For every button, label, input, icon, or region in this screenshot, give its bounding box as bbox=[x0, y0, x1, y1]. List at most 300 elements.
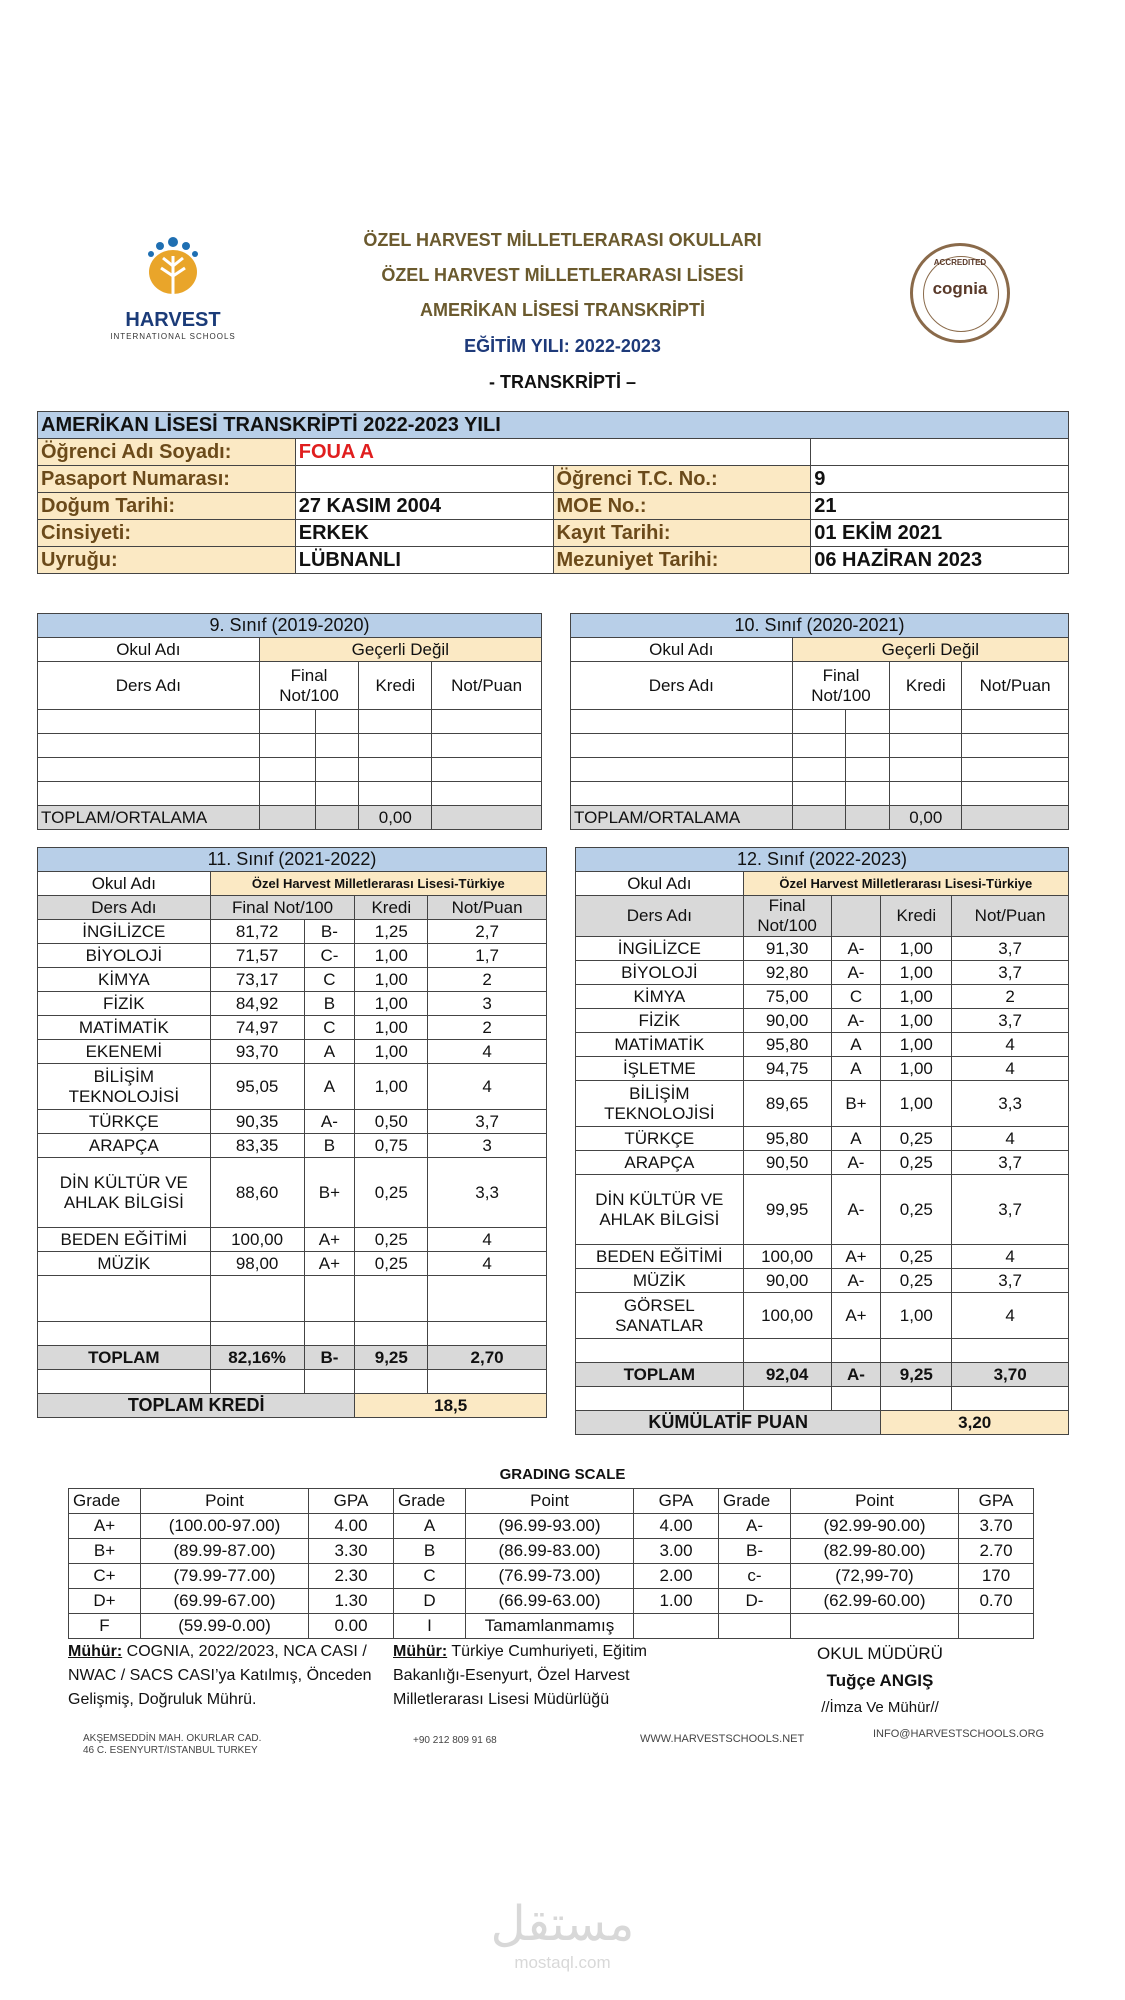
scale-gpa bbox=[634, 1614, 719, 1639]
seal-top-text: ACCREDITED bbox=[933, 258, 987, 267]
credit: 1,00 bbox=[355, 944, 428, 968]
course-row bbox=[576, 1175, 1069, 1245]
tc-value: 9 bbox=[811, 466, 1069, 493]
moe-value: 21 bbox=[811, 493, 1069, 520]
credit: 0,25 bbox=[355, 1228, 428, 1252]
scale-grade: D bbox=[394, 1589, 466, 1614]
grade-point: 2,7 bbox=[428, 920, 547, 944]
final-score: 90,50 bbox=[743, 1151, 831, 1175]
summary-label: TOPLAM KREDİ bbox=[38, 1394, 355, 1418]
blank-cell bbox=[304, 1276, 355, 1322]
credit: 1,00 bbox=[881, 985, 952, 1009]
birth-value: 27 KASIM 2004 bbox=[295, 493, 553, 520]
credit: 0,25 bbox=[881, 1245, 952, 1269]
course-row bbox=[576, 1151, 1069, 1175]
grade-label: Not/Puan bbox=[428, 896, 547, 920]
moe-label: MOE No.: bbox=[553, 493, 811, 520]
course-row bbox=[38, 1134, 547, 1158]
scale-gpa: 3.30 bbox=[309, 1539, 394, 1564]
letter-grade: C bbox=[831, 985, 881, 1009]
scale-point: (89.99-87.00) bbox=[141, 1539, 309, 1564]
grade-point: 3,7 bbox=[428, 1110, 547, 1134]
blank-cell bbox=[428, 1322, 547, 1346]
grade-point: 4 bbox=[952, 1033, 1069, 1057]
final-score: 100,00 bbox=[743, 1245, 831, 1269]
course-name: BEDEN EĞİTİMİ bbox=[576, 1245, 744, 1269]
letter-grade: A- bbox=[831, 937, 881, 961]
course-row bbox=[576, 1245, 1069, 1269]
credit: 1,00 bbox=[881, 1057, 952, 1081]
grade-point: 1,7 bbox=[428, 944, 547, 968]
grading-scale-title: GRADING SCALE bbox=[499, 1466, 626, 1483]
credit: 1,00 bbox=[355, 992, 428, 1016]
principal-name: Tuğçe ANGIŞ bbox=[826, 1671, 934, 1690]
grade-point: 2 bbox=[428, 968, 547, 992]
grade-label: Not/Puan bbox=[962, 662, 1069, 710]
letter-grade: C bbox=[304, 1016, 355, 1040]
scale-grade: A- bbox=[719, 1514, 791, 1539]
scale-gpa: 1.00 bbox=[634, 1589, 719, 1614]
final-score: 90,00 bbox=[743, 1269, 831, 1293]
address-line2: 46 C. ESENYURT/ISTANBUL TURKEY bbox=[83, 1745, 258, 1756]
course-row bbox=[38, 920, 547, 944]
scale-point: (59.99-0.00) bbox=[141, 1614, 309, 1639]
empty-cell bbox=[811, 439, 1069, 466]
total-label: TOPLAM bbox=[38, 1346, 211, 1370]
course-row bbox=[576, 937, 1069, 961]
course-name: KİMYA bbox=[576, 985, 744, 1009]
course-row bbox=[38, 1252, 547, 1276]
course-name: DİN KÜLTÜR VE AHLAK BİLGİSİ bbox=[38, 1158, 211, 1228]
total-label: TOPLAM bbox=[576, 1363, 744, 1387]
grade-point: 3 bbox=[428, 992, 547, 1016]
scale-grade-header: Grade bbox=[394, 1489, 466, 1514]
course-label: Ders Adı bbox=[576, 896, 744, 937]
grade-point: 3,7 bbox=[952, 1269, 1069, 1293]
course-row bbox=[576, 1127, 1069, 1151]
final-score: 83,35 bbox=[210, 1134, 304, 1158]
registration-value: 01 EKİM 2021 bbox=[811, 520, 1069, 547]
total-avg-label: TOPLAM/ORTALAMA bbox=[38, 806, 260, 830]
credit: 1,25 bbox=[355, 920, 428, 944]
blank-row bbox=[38, 1322, 547, 1346]
scale-row bbox=[69, 1514, 1034, 1539]
grade-point: 4 bbox=[952, 1293, 1069, 1339]
gender-label: Cinsiyeti: bbox=[38, 520, 296, 547]
blank-cell bbox=[831, 1387, 881, 1411]
credit: 1,00 bbox=[355, 968, 428, 992]
grade-label: Not/Puan bbox=[952, 896, 1069, 937]
spacer-row bbox=[38, 1370, 547, 1394]
grade-point: 4 bbox=[428, 1252, 547, 1276]
scale-grade: D- bbox=[719, 1589, 791, 1614]
course-name: TÜRKÇE bbox=[576, 1127, 744, 1151]
blank-cell bbox=[952, 1387, 1069, 1411]
blank-row bbox=[576, 1339, 1069, 1363]
blank-cell bbox=[38, 1370, 211, 1394]
scale-row bbox=[69, 1614, 1034, 1639]
letter-grade: A bbox=[304, 1064, 355, 1110]
summary-row bbox=[576, 1411, 1069, 1435]
scale-point: (79.99-77.00) bbox=[141, 1564, 309, 1589]
registration-label: Kayıt Tarihi: bbox=[553, 520, 811, 547]
total-avg-label: TOPLAM/ORTALAMA bbox=[571, 806, 793, 830]
watermark-arabic: مستقل bbox=[490, 1896, 635, 1952]
course-name: ARAPÇA bbox=[38, 1134, 211, 1158]
total-credit: 9,25 bbox=[355, 1346, 428, 1370]
course-row bbox=[38, 1228, 547, 1252]
grade-point: 4 bbox=[428, 1064, 547, 1110]
letter-grade: A- bbox=[831, 1151, 881, 1175]
course-name: TÜRKÇE bbox=[38, 1110, 211, 1134]
student-name-label: Öğrenci Adı Soyadı: bbox=[38, 439, 296, 466]
seal2-note bbox=[393, 1640, 693, 1712]
blank-cell bbox=[576, 1387, 744, 1411]
scale-point: (86.99-83.00) bbox=[466, 1539, 634, 1564]
grade-point: 3,7 bbox=[952, 1151, 1069, 1175]
scale-grade: F bbox=[69, 1614, 141, 1639]
scale-grade-header: Grade bbox=[719, 1489, 791, 1514]
letter-grade: B+ bbox=[831, 1081, 881, 1127]
logo-name: HARVEST bbox=[125, 309, 221, 331]
letter-grade: A+ bbox=[304, 1252, 355, 1276]
course-name: DİN KÜLTÜR VE AHLAK BİLGİSİ bbox=[576, 1175, 744, 1245]
scale-gpa: 0.70 bbox=[959, 1589, 1034, 1614]
academic-year-value: 2022-2023 bbox=[574, 336, 661, 356]
summary-value: 3,20 bbox=[881, 1411, 1069, 1435]
course-row bbox=[576, 1009, 1069, 1033]
scale-grade: I bbox=[394, 1614, 466, 1639]
course-row bbox=[576, 1057, 1069, 1081]
student-name-value: FOUA A bbox=[295, 439, 811, 466]
letter-grade: A- bbox=[831, 1269, 881, 1293]
grade9-school-value: Geçerli Değil bbox=[259, 638, 541, 662]
school-name: ÖZEL HARVEST MİLLETLERARASI LİSESİ bbox=[381, 265, 744, 285]
transcript-subtitle: - TRANSKRİPTİ – bbox=[488, 372, 636, 392]
grade12-title: 12. Sınıf (2022-2023) bbox=[576, 848, 1069, 872]
grade-label: Not/Puan bbox=[432, 662, 542, 710]
letter-grade: B bbox=[304, 992, 355, 1016]
final-label: Final Not/100 bbox=[743, 896, 831, 937]
final-label: Final Not/100 bbox=[210, 896, 355, 920]
letter-grade: A+ bbox=[304, 1228, 355, 1252]
total-row bbox=[576, 1363, 1069, 1387]
scale-grade: A+ bbox=[69, 1514, 141, 1539]
blank-cell bbox=[881, 1339, 952, 1363]
scale-point bbox=[791, 1614, 959, 1639]
grade10-table bbox=[570, 613, 1069, 830]
credit: 1,00 bbox=[881, 1033, 952, 1057]
credit: 0,25 bbox=[881, 1175, 952, 1245]
final-label: Final Not/100 bbox=[259, 662, 359, 710]
grade-point: 3,7 bbox=[952, 937, 1069, 961]
student-info-table bbox=[37, 411, 1069, 574]
course-name: BİYOLOJİ bbox=[576, 961, 744, 985]
scale-grade: B+ bbox=[69, 1539, 141, 1564]
credit-label: Kredi bbox=[355, 896, 428, 920]
school-group-name: ÖZEL HARVEST MİLLETLERARASI OKULLARI bbox=[363, 230, 762, 250]
course-row bbox=[576, 985, 1069, 1009]
blank-cell bbox=[210, 1276, 304, 1322]
blank-cell bbox=[576, 1339, 744, 1363]
total-letter: A- bbox=[831, 1363, 881, 1387]
scale-grade: B bbox=[394, 1539, 466, 1564]
school-label: Okul Adı bbox=[576, 872, 744, 896]
scale-point: (82.99-80.00) bbox=[791, 1539, 959, 1564]
grade-point: 2 bbox=[428, 1016, 547, 1040]
letter-grade: A- bbox=[831, 1009, 881, 1033]
scale-gpa: 4.00 bbox=[309, 1514, 394, 1539]
letter-grade: B bbox=[304, 1134, 355, 1158]
scale-point: (69.99-67.00) bbox=[141, 1589, 309, 1614]
course-row bbox=[38, 968, 547, 992]
final-score: 92,80 bbox=[743, 961, 831, 985]
scale-gpa: 170 bbox=[959, 1564, 1034, 1589]
seal1-text: COGNIA, 2022/2023, NCA CASI / NWAC / SACS CASI’ya Katılmış, Önceden Gelişmiş, Doğruluk Mührü. bbox=[68, 1643, 372, 1708]
course-row bbox=[38, 944, 547, 968]
final-score: 95,05 bbox=[210, 1064, 304, 1110]
credit: 1,00 bbox=[881, 937, 952, 961]
address-line1: AKŞEMSEDDİN MAH. OKURLAR CAD. bbox=[83, 1733, 262, 1744]
blank-row bbox=[38, 1276, 547, 1322]
course-row bbox=[576, 1081, 1069, 1127]
credit-label: Kredi bbox=[890, 662, 962, 710]
scale-row bbox=[69, 1589, 1034, 1614]
course-name: FİZİK bbox=[576, 1009, 744, 1033]
credit: 0,25 bbox=[881, 1269, 952, 1293]
scale-gpa: 4.00 bbox=[634, 1514, 719, 1539]
blank-cell bbox=[210, 1370, 304, 1394]
course-row bbox=[38, 1158, 547, 1228]
grade12-school-value: Özel Harvest Milletlerarası Lisesi-Türkiye bbox=[743, 872, 1068, 896]
graduation-value: 06 HAZİRAN 2023 bbox=[811, 547, 1069, 574]
scale-row bbox=[69, 1539, 1034, 1564]
blank-cell bbox=[38, 1322, 211, 1346]
letter-grade: C bbox=[304, 968, 355, 992]
total-final: 82,16% bbox=[210, 1346, 304, 1370]
seal2-label: Mühür: bbox=[393, 1643, 448, 1660]
grade-point: 4 bbox=[952, 1127, 1069, 1151]
scale-point: (96.99-93.00) bbox=[466, 1514, 634, 1539]
course-name: ARAPÇA bbox=[576, 1151, 744, 1175]
course-name: İŞLETME bbox=[576, 1057, 744, 1081]
summary-label: KÜMÜLATİF PUAN bbox=[576, 1411, 881, 1435]
course-name: MÜZİK bbox=[576, 1269, 744, 1293]
grade11-table bbox=[37, 847, 547, 1418]
final-score: 98,00 bbox=[210, 1252, 304, 1276]
credit: 0,25 bbox=[355, 1252, 428, 1276]
grade11-title: 11. Sınıf (2021-2022) bbox=[38, 848, 547, 872]
scale-grade: C+ bbox=[69, 1564, 141, 1589]
credit: 1,00 bbox=[881, 1081, 952, 1127]
credit-label: Kredi bbox=[359, 662, 432, 710]
course-row bbox=[38, 992, 547, 1016]
letter-grade: A- bbox=[304, 1110, 355, 1134]
total-letter: B- bbox=[304, 1346, 355, 1370]
scale-gpa: 2.00 bbox=[634, 1564, 719, 1589]
grade10-title: 10. Sınıf (2020-2021) bbox=[571, 614, 1069, 638]
scale-grade: c- bbox=[719, 1564, 791, 1589]
course-name: GÖRSEL SANATLAR bbox=[576, 1293, 744, 1339]
letter-grade: A bbox=[831, 1127, 881, 1151]
letter-grade: A bbox=[831, 1033, 881, 1057]
course-label: Ders Adı bbox=[571, 662, 793, 710]
scale-grade: C bbox=[394, 1564, 466, 1589]
final-score: 89,65 bbox=[743, 1081, 831, 1127]
course-row bbox=[576, 1033, 1069, 1057]
tc-label: Öğrenci T.C. No.: bbox=[553, 466, 811, 493]
scale-grade: D+ bbox=[69, 1589, 141, 1614]
scale-gpa: 3.00 bbox=[634, 1539, 719, 1564]
principal-signature: //İmza Ve Mühür// bbox=[821, 1699, 939, 1716]
email-link[interactable]: INFO@HARVESTSCHOOLS.ORG bbox=[873, 1728, 1045, 1740]
letter-grade: B+ bbox=[304, 1158, 355, 1228]
nationality-label: Uyruğu: bbox=[38, 547, 296, 574]
final-score: 100,00 bbox=[210, 1228, 304, 1252]
credit: 1,00 bbox=[881, 1009, 952, 1033]
transcript-type: AMERİKAN LİSESİ TRANSKRİPTİ bbox=[419, 300, 705, 320]
academic-year-label: EĞİTİM YILI: bbox=[464, 336, 570, 356]
final-score: 100,00 bbox=[743, 1293, 831, 1339]
scale-point: Tamamlanmamış bbox=[466, 1614, 634, 1639]
letter-grade: A bbox=[831, 1057, 881, 1081]
blank-cell bbox=[355, 1370, 428, 1394]
blank-cell bbox=[355, 1322, 428, 1346]
course-row bbox=[38, 1110, 547, 1134]
grade-point: 3 bbox=[428, 1134, 547, 1158]
course-name: BİLİŞİM TEKNOLOJİSİ bbox=[38, 1064, 211, 1110]
scale-point: (66.99-63.00) bbox=[466, 1589, 634, 1614]
summary-value: 18,5 bbox=[355, 1394, 547, 1418]
birth-label: Doğum Tarihi: bbox=[38, 493, 296, 520]
grade-point: 4 bbox=[428, 1040, 547, 1064]
final-score: 99,95 bbox=[743, 1175, 831, 1245]
grade9-table bbox=[37, 613, 542, 830]
blank-cell bbox=[355, 1276, 428, 1322]
info-title: AMERİKAN LİSESİ TRANSKRİPTİ 2022-2023 YILI bbox=[38, 412, 1069, 439]
credit: 1,00 bbox=[355, 1016, 428, 1040]
blank-cell bbox=[881, 1387, 952, 1411]
blank-cell bbox=[210, 1322, 304, 1346]
grade9-total-credit: 0,00 bbox=[359, 806, 432, 830]
final-score: 88,60 bbox=[210, 1158, 304, 1228]
scale-gpa: 1.30 bbox=[309, 1589, 394, 1614]
course-row bbox=[38, 1064, 547, 1110]
credit: 0,75 bbox=[355, 1134, 428, 1158]
credit: 1,00 bbox=[355, 1064, 428, 1110]
final-score: 90,00 bbox=[743, 1009, 831, 1033]
grade-point: 3,3 bbox=[428, 1158, 547, 1228]
final-score: 95,80 bbox=[743, 1127, 831, 1151]
blank-cell bbox=[428, 1370, 547, 1394]
scale-gpa: 3.70 bbox=[959, 1514, 1034, 1539]
final-score: 95,80 bbox=[743, 1033, 831, 1057]
scale-gpa-header: GPA bbox=[634, 1489, 719, 1514]
scale-point-header: Point bbox=[466, 1489, 634, 1514]
scale-grade-header: Grade bbox=[69, 1489, 141, 1514]
scale-grade: B- bbox=[719, 1539, 791, 1564]
letter-grade: C- bbox=[304, 944, 355, 968]
seal2-text: Türkiye Cumhuriyeti, Eğitim Bakanlığı-Esenyurt, Özel Harvest Milletlerarası Lisesi Müdürlüğü bbox=[393, 1643, 647, 1708]
seal1-note bbox=[68, 1640, 386, 1712]
credit: 1,00 bbox=[881, 961, 952, 985]
course-name: FİZİK bbox=[38, 992, 211, 1016]
course-name: KİMYA bbox=[38, 968, 211, 992]
grade10-total-credit: 0,00 bbox=[890, 806, 962, 830]
scale-grade bbox=[719, 1614, 791, 1639]
scale-gpa bbox=[959, 1614, 1034, 1639]
credit: 1,00 bbox=[355, 1040, 428, 1064]
final-score: 71,57 bbox=[210, 944, 304, 968]
letter-col bbox=[831, 896, 881, 937]
grade-point: 4 bbox=[952, 1245, 1069, 1269]
grade-point: 4 bbox=[952, 1057, 1069, 1081]
scale-point: (76.99-73.00) bbox=[466, 1564, 634, 1589]
total-gpa: 2,70 bbox=[428, 1346, 547, 1370]
school-label: Okul Adı bbox=[571, 638, 793, 662]
blank-cell bbox=[952, 1339, 1069, 1363]
nationality-value: LÜBNANLI bbox=[295, 547, 553, 574]
seal1-label: Mühür: bbox=[68, 1643, 123, 1660]
blank-cell bbox=[743, 1339, 831, 1363]
scale-point-header: Point bbox=[791, 1489, 959, 1514]
total-final: 92,04 bbox=[743, 1363, 831, 1387]
course-row bbox=[38, 1040, 547, 1064]
grade-point: 3,7 bbox=[952, 961, 1069, 985]
scale-gpa: 2.70 bbox=[959, 1539, 1034, 1564]
course-label: Ders Adı bbox=[38, 896, 211, 920]
final-score: 84,92 bbox=[210, 992, 304, 1016]
cognia-seal bbox=[910, 243, 1010, 343]
grade12-table bbox=[575, 847, 1069, 1435]
grade-point: 4 bbox=[428, 1228, 547, 1252]
scale-grade: A bbox=[394, 1514, 466, 1539]
final-score: 73,17 bbox=[210, 968, 304, 992]
seal-name: cognia bbox=[932, 279, 988, 298]
summary-row bbox=[38, 1394, 547, 1418]
passport-value bbox=[295, 466, 553, 493]
credit: 1,00 bbox=[881, 1293, 952, 1339]
scale-gpa-header: GPA bbox=[959, 1489, 1034, 1514]
letter-grade: A bbox=[304, 1040, 355, 1064]
blank-cell bbox=[428, 1276, 547, 1322]
total-row bbox=[38, 1346, 547, 1370]
scale-row bbox=[69, 1564, 1034, 1589]
letter-grade: B- bbox=[304, 920, 355, 944]
blank-cell bbox=[38, 1276, 211, 1322]
school-label: Okul Adı bbox=[38, 638, 260, 662]
course-name: BEDEN EĞİTİMİ bbox=[38, 1228, 211, 1252]
website-link[interactable]: WWW.HARVESTSCHOOLS.NET bbox=[640, 1733, 805, 1745]
course-row bbox=[576, 961, 1069, 985]
grade-point: 3,3 bbox=[952, 1081, 1069, 1127]
final-score: 75,00 bbox=[743, 985, 831, 1009]
grade11-school-value: Özel Harvest Milletlerarası Lisesi-Türkiye bbox=[210, 872, 546, 896]
final-score: 93,70 bbox=[210, 1040, 304, 1064]
course-name: İNGİLİZCE bbox=[38, 920, 211, 944]
course-name: MATİMATİK bbox=[576, 1033, 744, 1057]
final-score: 94,75 bbox=[743, 1057, 831, 1081]
blank-cell bbox=[304, 1322, 355, 1346]
logo-subtitle: INTERNATIONAL SCHOOLS bbox=[110, 332, 236, 341]
scale-point: (62.99-60.00) bbox=[791, 1589, 959, 1614]
total-gpa: 3,70 bbox=[952, 1363, 1069, 1387]
scale-point: (72,99-70) bbox=[791, 1564, 959, 1589]
blank-cell bbox=[831, 1339, 881, 1363]
scale-point: (92.99-90.00) bbox=[791, 1514, 959, 1539]
scale-gpa: 0.00 bbox=[309, 1614, 394, 1639]
gender-value: ERKEK bbox=[295, 520, 553, 547]
